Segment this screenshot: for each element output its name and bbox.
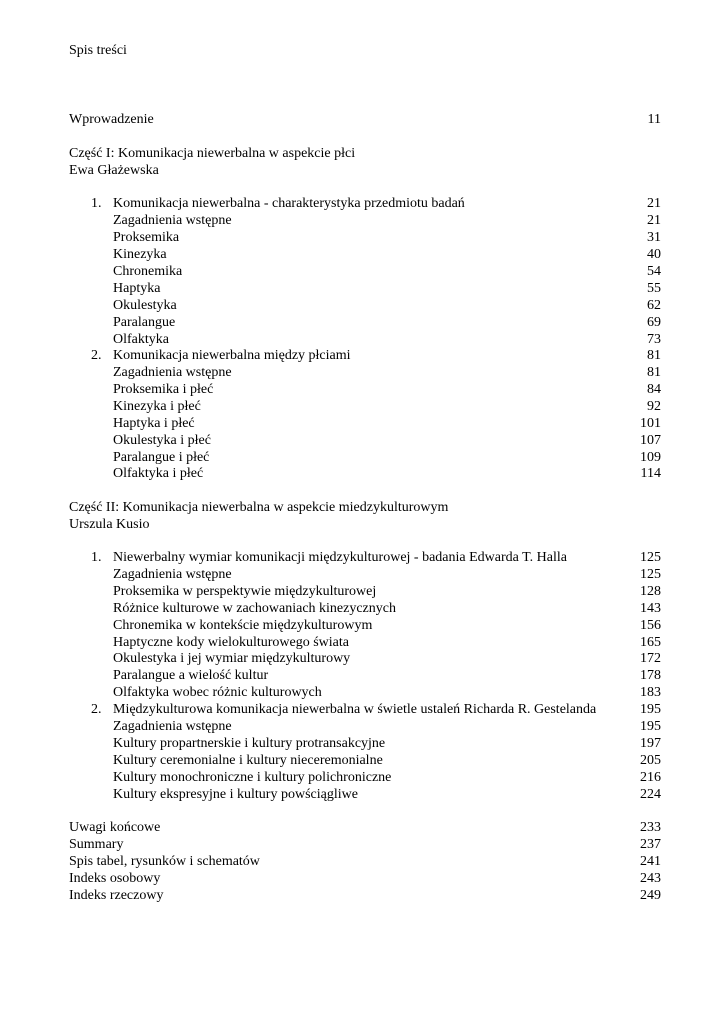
toc-entry-label: Spis tabel, rysunków i schematów <box>69 854 260 869</box>
section-label: Haptyczne kody wielokulturowego świata <box>113 635 349 650</box>
section-label: Zagadnienia wstępne <box>113 567 232 582</box>
section-page: 73 <box>647 332 661 347</box>
section-page: 216 <box>640 770 661 785</box>
section-label: Okulestyka <box>113 298 177 313</box>
chapter-page: 81 <box>647 348 661 363</box>
toc-entry-label: Summary <box>69 837 124 852</box>
toc-entry-page: 11 <box>647 112 661 127</box>
part2-author: Urszula Kusio <box>69 517 150 532</box>
toc-section[interactable] <box>0 449 725 466</box>
toc-entry-label: Indeks rzeczowy <box>69 888 164 903</box>
section-label: Paralangue <box>113 315 176 330</box>
section-page: 197 <box>640 736 661 751</box>
page-title: Spis treści <box>69 43 127 58</box>
section-label: Paralangue a wielość kultur <box>113 668 269 683</box>
section-label: Różnice kulturowe w zachowaniach kinezycznych <box>113 601 396 616</box>
toc-section[interactable] <box>0 331 725 348</box>
section-page: 54 <box>647 264 661 279</box>
toc-entry-end[interactable] <box>0 870 725 887</box>
toc-entry-end[interactable] <box>0 887 725 904</box>
toc-entry-page: 241 <box>640 854 661 869</box>
section-label: Olfaktyka i płeć <box>113 466 204 481</box>
toc-chapter-2-1[interactable] <box>0 549 725 566</box>
toc-section[interactable] <box>0 634 725 651</box>
toc-entry-page: 233 <box>640 820 661 835</box>
toc-section[interactable] <box>0 314 725 331</box>
section-label: Chronemika <box>113 264 183 279</box>
toc-entry-end[interactable] <box>0 853 725 870</box>
section-label: Proksemika i płeć <box>113 382 214 397</box>
toc-section[interactable] <box>0 583 725 600</box>
toc-section[interactable] <box>0 718 725 735</box>
toc-section[interactable] <box>0 398 725 415</box>
section-label: Kinezyka <box>113 247 167 262</box>
section-label: Kultury monochroniczne i kultury polichroniczne <box>113 770 392 785</box>
section-label: Zagadnienia wstępne <box>113 719 232 734</box>
toc-section[interactable] <box>0 297 725 314</box>
section-page: 183 <box>640 685 661 700</box>
section-page: 69 <box>647 315 661 330</box>
section-page: 205 <box>640 753 661 768</box>
chapter-label: Komunikacja niewerbalna - charakterystyka przedmiotu badań <box>113 196 465 211</box>
toc-section[interactable] <box>0 786 725 803</box>
section-label: Zagadnienia wstępne <box>113 213 232 228</box>
toc-entry-end[interactable] <box>0 819 725 836</box>
toc-chapter-2-2[interactable] <box>0 701 725 718</box>
toc-section[interactable] <box>0 600 725 617</box>
toc-section[interactable] <box>0 769 725 786</box>
section-page: 55 <box>647 281 661 296</box>
toc-section[interactable] <box>0 212 725 229</box>
toc-section[interactable] <box>0 650 725 667</box>
toc-entry-label: Uwagi końcowe <box>69 820 161 835</box>
toc-section[interactable] <box>0 432 725 449</box>
toc-section[interactable] <box>0 280 725 297</box>
chapter-number: 1. <box>91 550 102 565</box>
section-page: 62 <box>647 298 661 313</box>
section-page: 31 <box>647 230 661 245</box>
section-label: Haptyka <box>113 281 161 296</box>
toc-entry-label: Wprowadzenie <box>69 112 154 127</box>
toc-section[interactable] <box>0 752 725 769</box>
section-page: 178 <box>640 668 661 683</box>
chapter-page: 125 <box>640 550 661 565</box>
part1-author: Ewa Głażewska <box>69 163 159 178</box>
chapter-number: 2. <box>91 348 102 363</box>
section-page: 143 <box>640 601 661 616</box>
section-page: 92 <box>647 399 661 414</box>
chapter-page: 21 <box>647 196 661 211</box>
section-label: Paralangue i płeć <box>113 450 210 465</box>
toc-section[interactable] <box>0 667 725 684</box>
section-page: 21 <box>647 213 661 228</box>
section-label: Okulestyka i jej wymiar międzykulturowy <box>113 651 351 666</box>
section-label: Kultury ekspresyjne i kultury powściągliwe <box>113 787 358 802</box>
section-label: Zagadnienia wstępne <box>113 365 232 380</box>
toc-section[interactable] <box>0 415 725 432</box>
section-label: Kinezyka i płeć <box>113 399 201 414</box>
section-page: 172 <box>640 651 661 666</box>
toc-chapter-1-1[interactable] <box>0 195 725 212</box>
section-page: 224 <box>640 787 661 802</box>
section-page: 109 <box>640 450 661 465</box>
section-label: Proksemika <box>113 230 180 245</box>
section-page: 40 <box>647 247 661 262</box>
section-page: 114 <box>640 466 661 481</box>
toc-section[interactable] <box>0 364 725 381</box>
section-label: Okulestyka i płeć <box>113 433 211 448</box>
section-label: Chronemika w kontekście międzykulturowym <box>113 618 373 633</box>
toc-entry-intro[interactable] <box>0 111 725 128</box>
toc-entry-page: 243 <box>640 871 661 886</box>
toc-section[interactable] <box>0 465 725 482</box>
section-label: Proksemika w perspektywie międzykulturowej <box>113 584 377 599</box>
toc-entry-page: 249 <box>640 888 661 903</box>
section-label: Haptyka i płeć <box>113 416 195 431</box>
part2-heading: Część II: Komunikacja niewerbalna w aspekcie miedzykulturowym <box>69 500 449 515</box>
toc-section[interactable] <box>0 617 725 634</box>
part1-heading: Część I: Komunikacja niewerbalna w aspekcie płci <box>69 146 356 161</box>
chapter-label: Komunikacja niewerbalna między płciami <box>113 348 351 363</box>
toc-section[interactable] <box>0 246 725 263</box>
toc-entry-label: Indeks osobowy <box>69 871 161 886</box>
section-page: 81 <box>647 365 661 380</box>
section-page: 125 <box>640 567 661 582</box>
toc-entry-end[interactable] <box>0 836 725 853</box>
toc-section[interactable] <box>0 263 725 280</box>
section-page: 107 <box>640 433 661 448</box>
section-label: Olfaktyka wobec różnic kulturowych <box>113 685 322 700</box>
section-page: 165 <box>640 635 661 650</box>
section-page: 84 <box>647 382 661 397</box>
section-page: 195 <box>640 719 661 734</box>
chapter-number: 1. <box>91 196 102 211</box>
section-label: Kultury propartnerskie i kultury protransakcyjne <box>113 736 386 751</box>
toc-section[interactable] <box>0 381 725 398</box>
chapter-page: 195 <box>640 702 661 717</box>
section-label: Kultury ceremonialne i kultury nieceremonialne <box>113 753 383 768</box>
section-page: 101 <box>640 416 661 431</box>
toc-entry-page: 237 <box>640 837 661 852</box>
toc-chapter-1-2[interactable] <box>0 347 725 364</box>
toc-section[interactable] <box>0 684 725 701</box>
section-label: Olfaktyka <box>113 332 169 347</box>
toc-section[interactable] <box>0 735 725 752</box>
toc-section[interactable] <box>0 229 725 246</box>
section-page: 128 <box>640 584 661 599</box>
section-page: 156 <box>640 618 661 633</box>
chapter-label: Niewerbalny wymiar komunikacji międzykulturowej - badania Edwarda T. Halla <box>113 550 567 565</box>
chapter-label: Międzykulturowa komunikacja niewerbalna w świetle ustaleń Richarda R. Gestelanda <box>113 702 597 717</box>
toc-section[interactable] <box>0 566 725 583</box>
chapter-number: 2. <box>91 702 102 717</box>
